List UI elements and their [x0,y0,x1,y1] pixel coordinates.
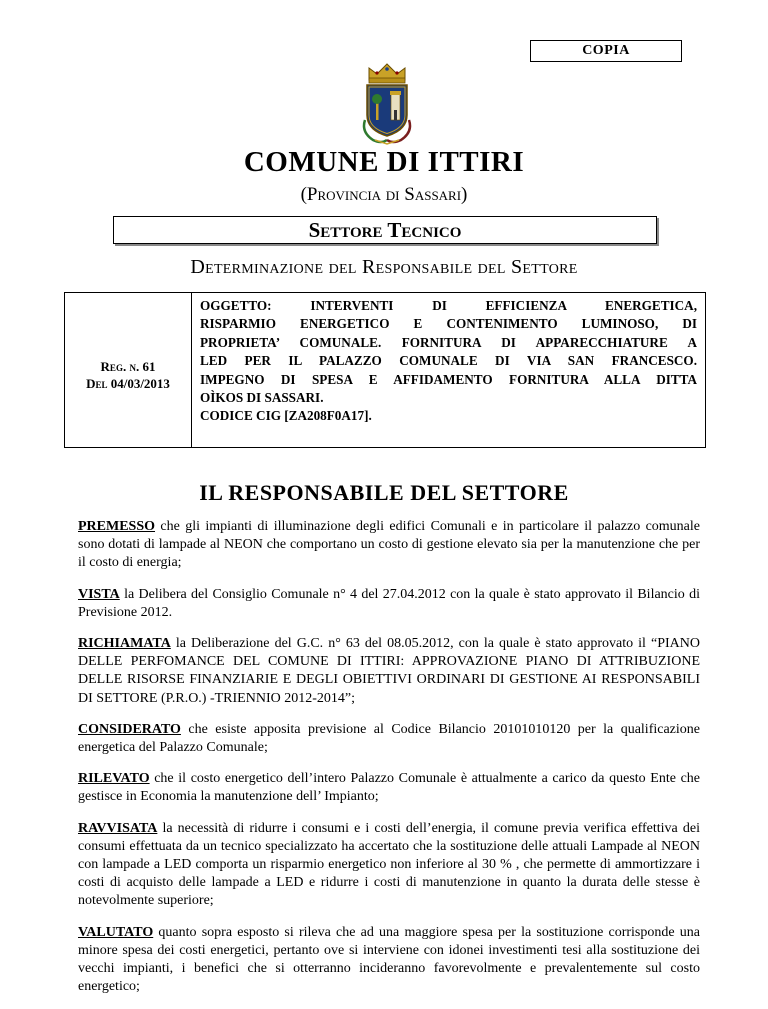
oggetto-line: OGGETTO: INTERVENTI DI EFFICIENZA ENERGETICA, [200,298,697,313]
registration-number-cell [65,293,192,447]
document-body [78,518,700,1009]
copia-stamp: COPIA [530,40,682,62]
paragraph-keyword: VALUTATO [78,924,154,940]
paragraph-keyword: RAVVISATA [78,820,158,836]
reg-number: Reg. n. 61 [100,359,156,374]
oggetto-line: IMPEGNO DI SPESA E AFFIDAMENTO FORNITURA ALLA DITTA [200,371,697,387]
oggetto-line: OÌKOS DI SASSARI. [200,390,324,406]
document-title: IL RESPONSABILE DEL SETTORE [199,480,569,505]
paragraph-text: la Delibera del Consiglio Comunale n° 4 del 27.04.2012 con la quale è stato approvato il Bilancio di Previsione 2012. [78,586,700,620]
paragraph-text: che esiste apposita previsione al Codice Bilancio 20101010120 per la qualificazione energetica del Palazzo Comunale; [78,721,700,756]
paragraph-keyword: RILEVATO [78,771,150,787]
oggetto-cell [192,293,705,447]
determinazione-heading: Determinazione del Responsabile del Settore [190,256,578,278]
paragraph-valutato [78,924,700,997]
oggetto-line: LED PER IL PALAZZO COMUNALE DI VIA SAN FRANCESCO. [200,353,697,369]
comune-name: COMUNE DI ITTIRI [243,146,525,178]
registration-box [64,292,706,448]
paragraph-text: quanto sopra esposto si rileva che ad una maggiore spesa per la sostituzione corrisponde una minore spesa dei costi energetici, pertanto ove si interviene con idonei investimenti tesi alla sostituzione dei vecchi impianti, i benefici che si otterranno incideranno favorevolmente e prevalentemente sul costo energetico; [78,924,700,995]
paragraph-text: la Deliberazione del G.C. n° 63 del 08.05.2012, con la quale è stato approvato il “PIANO DELLE PERFOMANCE DEL COMUNE DI ITTIRI: APPROVAZIONE PIANO DI ATTRIBUZIONE DELLE RISORSE FINANZIARIE E DEGLI OBIETTIVI ORDINARI DI GESTIONE AI RESPONSABILI DI SETTORE (P.R.O.) -TRIENNIO 2012-2014”; [78,636,700,706]
paragraph-richiamata [78,635,700,708]
paragraph-rilevato [78,770,700,806]
paragraph-text: la necessità di ridurre i consumi e i costi dell’energia, il comune previa verifica effettiva dei consumi effettuata da un tecnico specializzato ha accertato che la sostituzione delle attuali Lampade al NEON con lampade a LED comporta un risparmio energetico non inferiore al 30 % , che permette di ammortizzare i costi di acquisto delle lampade a LED e ridurre i costi di manutenzione in quanto la durata delle stesse è notevolmente superiore; [78,820,700,909]
paragraph-considerato [78,721,700,757]
reg-date: Del 04/03/2013 [86,376,170,391]
paragraph-keyword: VISTA [78,586,120,602]
oggetto-line: RISPARMIO ENERGETICO E CONTENIMENTO LUMINOSO, DI [200,316,697,332]
settore-heading: Settore Tecnico [113,216,657,244]
paragraph-text: che gli impianti di illuminazione degli edifici Comunali e in particolare il palazzo comunale sono dotati di lampade al NEON che comportano un costo di gestione elevato sia per la manutenzione che per il costo di energia; [78,519,700,571]
municipal-crest-icon [355,60,419,146]
paragraph-keyword: PREMESSO [78,519,156,534]
paragraph-vista [78,586,700,622]
paragraph-keyword: CONSIDERATO [78,721,181,737]
paragraph-keyword: RICHIAMATA [78,636,171,652]
paragraph-premesso [78,518,700,573]
oggetto-line: CODICE CIG [ZA208F0A17]. [200,408,372,424]
provincia-name: (Provincia di Sassari) [300,184,468,205]
oggetto-line: PROPRIETA’ COMUNALE. FORNITURA DI APPARECCHIATURE A [200,334,697,350]
paragraph-ravvisata [78,820,700,911]
paragraph-text: che il costo energetico dell’intero Palazzo Comunale è attualmente a carico da questo Ente che gestisce in Economia la manutenzione dell’ Impianto; [78,771,700,805]
